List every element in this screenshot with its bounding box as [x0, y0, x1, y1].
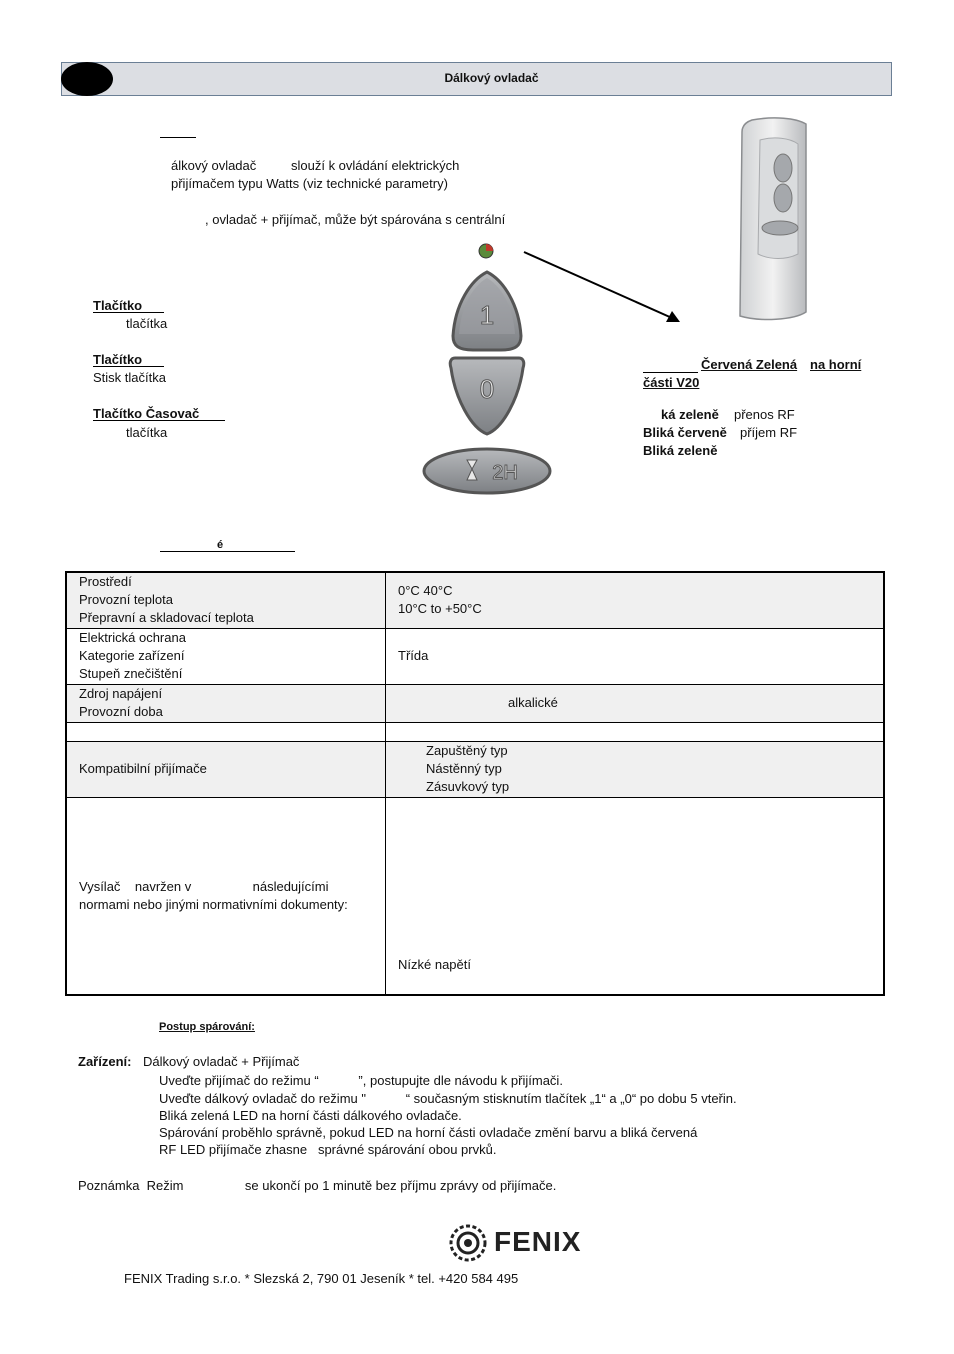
section-underline: [160, 137, 196, 138]
pairing-step-4: Spárování proběhlo správně, pokud LED na horní části ovladače změní barvu a bliká červená: [159, 1125, 698, 1140]
tech-heading: é: [217, 539, 224, 551]
pairing-heading: Postup spárování:: [159, 1021, 255, 1033]
table-cell: Třída: [386, 628, 885, 684]
remote-control-image: [734, 114, 814, 326]
pairing-device-label: Zařízení:: [78, 1054, 132, 1069]
pairing-device-value: Dálkový ovladač + Přijímač: [143, 1054, 300, 1069]
pairing-step-1: Uveďte přijímač do režimu “ ”, postupujte dle návodu k přijímači.: [159, 1073, 563, 1088]
led-heading-position: na horní: [810, 357, 862, 372]
page-title: Dálkový ovladač: [444, 71, 539, 85]
table-cell: Zapuštěný typ Nástěnný typ Zásuvkový typ: [386, 741, 885, 797]
spec-table: [65, 571, 885, 996]
led-heading-line2: části V20: [643, 375, 700, 390]
table-cell: Prostředí Provozní teplota Přepravní a skladovací teplota: [66, 572, 386, 628]
tech-heading-underline: [160, 551, 295, 552]
table-cell: [66, 722, 386, 741]
table-row: [66, 797, 884, 995]
led-state-2: Bliká červeně: [643, 425, 727, 440]
table-row: [66, 741, 884, 797]
arrow-icon: [520, 248, 685, 328]
table-cell: 0°C 40°C 10°C to +50°C: [386, 572, 885, 628]
button-0-title: Tlačítko: [93, 352, 143, 367]
button-0-underline: [93, 366, 164, 367]
led-state-1: ká zeleně: [661, 407, 719, 422]
table-row: [66, 684, 884, 722]
table-cell: Vysílač navržen v následujícími normami nebo jinými normativními dokumenty:: [66, 797, 386, 995]
intro-line-1a: álkový ovladač: [171, 158, 257, 173]
table-cell: Nízké napětí: [386, 797, 885, 995]
fenix-logo-text: FENIX: [494, 1226, 582, 1257]
table-cell: Zdroj napájení Provozní doba: [66, 684, 386, 722]
timer-button-label: 2H: [492, 462, 518, 484]
timer-button-icon: [424, 449, 550, 493]
pairing-step-3: Bliká zelená LED na horní části dálkového ovladače.: [159, 1108, 462, 1123]
button-1-underline: [93, 312, 164, 313]
intro-line-3: , ovladač + přijímač, může být spárována s centrální: [205, 212, 506, 227]
table-cell: Elektrická ochrana Kategorie zařízení Stupeň znečištění: [66, 628, 386, 684]
footer-address: FENIX Trading s.r.o. * Slezská 2, 790 01 Jeseník * tel. +420 584 495: [124, 1271, 519, 1286]
button-timer-title: Tlačítko Časovač: [93, 406, 200, 421]
table-cell: Kompatibilní přijímače: [66, 741, 386, 797]
led-indicator-icon: [479, 244, 493, 258]
button-1-title: Tlačítko: [93, 298, 143, 313]
intro-line-2: přijímačem typu Watts (viz technické parametry): [171, 176, 448, 191]
pairing-step-5: RF LED přijímače zhasne správné spárování obou prvků.: [159, 1142, 497, 1157]
pairing-note: Poznámka Režim se ukončí po 1 minutě bez příjmu zprávy od přijímače.: [78, 1178, 557, 1193]
led-state-3: Bliká zeleně: [643, 443, 718, 458]
led-meaning-1: přenos RF: [734, 407, 795, 422]
fenix-logo-icon: [447, 1222, 489, 1264]
table-cell: alkalické: [386, 684, 885, 722]
table-row: [66, 628, 884, 684]
table-row: [66, 722, 884, 741]
pairing-step-2: Uveďte dálkový ovladač do režimu " “ současným stisknutím tlačítek „1“ a „0“ po dobu 5 vteřin.: [159, 1091, 737, 1106]
button-timer-desc: tlačítka: [126, 425, 168, 440]
led-meaning-2: příjem RF: [740, 425, 798, 440]
intro-line-1b: slouží k ovládání elektrických: [291, 158, 460, 173]
button-1-label: 1: [479, 300, 495, 330]
led-heading-colors: Červená Zelená: [701, 357, 798, 372]
led-heading-underline: [643, 372, 698, 373]
button-0-label: 0: [479, 374, 495, 404]
button-1-desc: tlačítka: [126, 316, 168, 331]
table-row: [66, 572, 884, 628]
button-0-desc: Stisk tlačítka: [93, 370, 166, 385]
button-timer-underline: [93, 420, 225, 421]
table-cell: [386, 722, 885, 741]
